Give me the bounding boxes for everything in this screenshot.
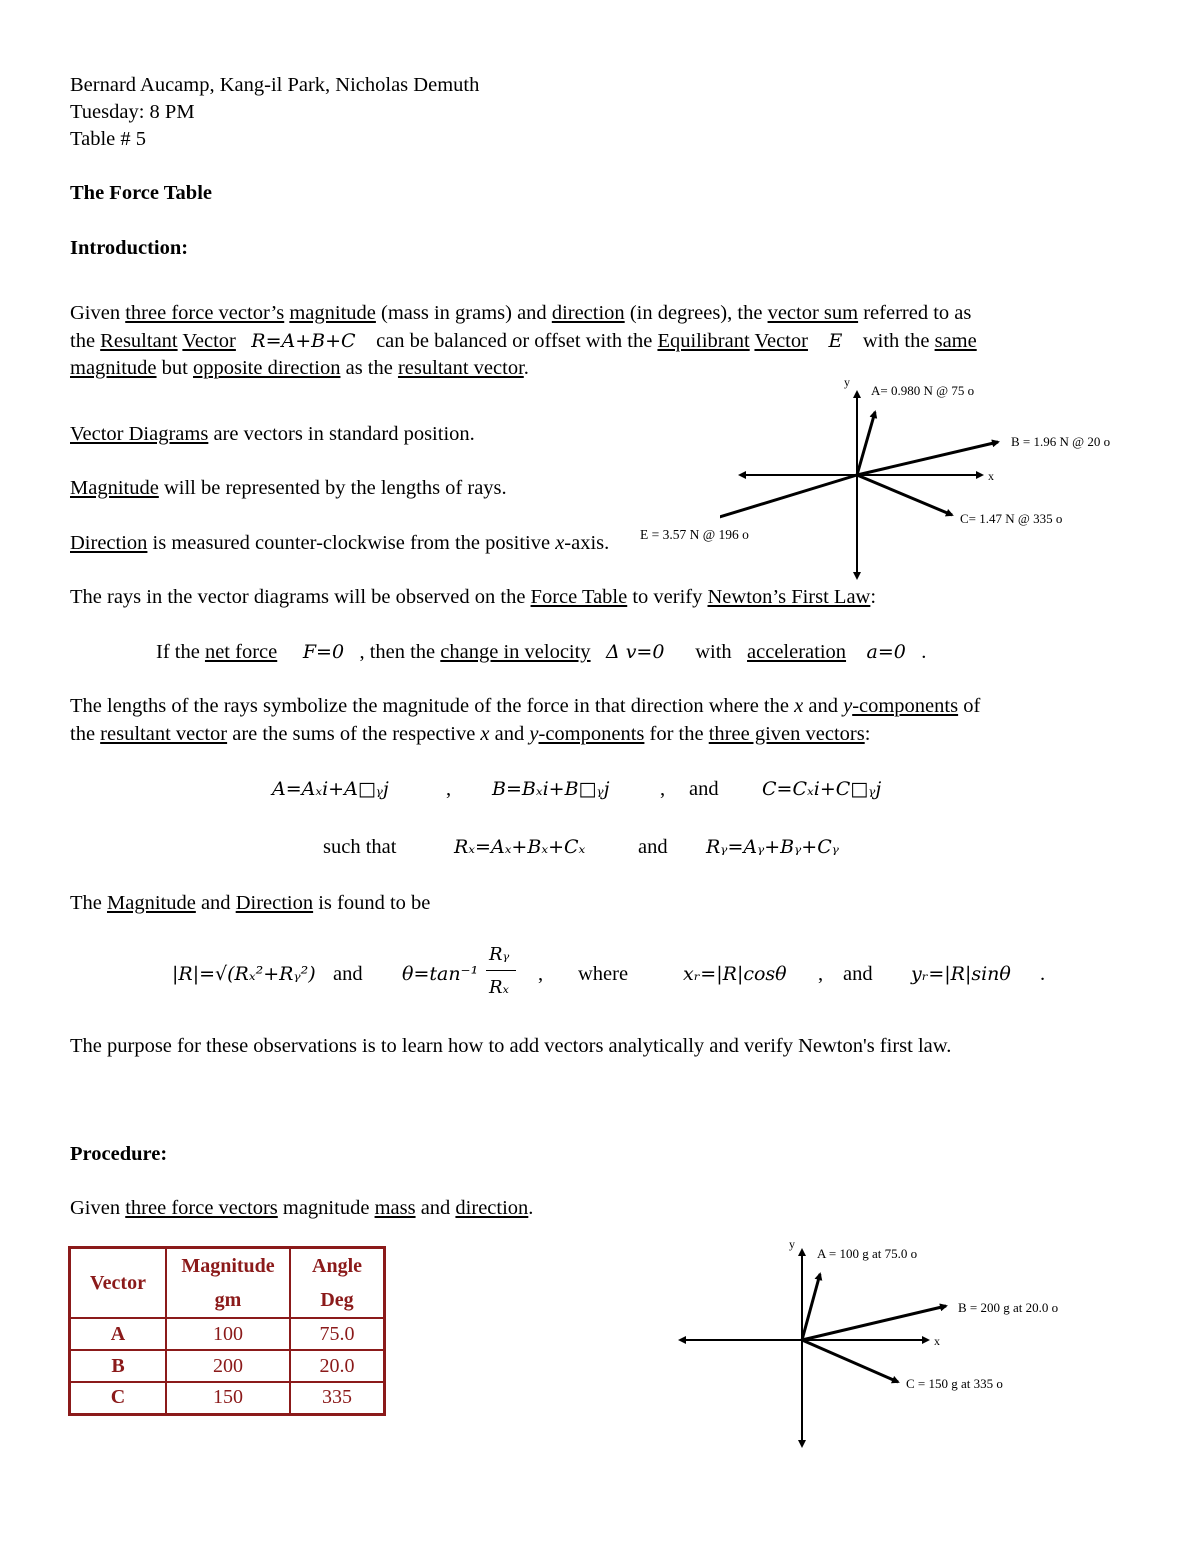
diagram2-label-a: A = 100 g at 75.0 o — [817, 1246, 918, 1261]
equation-xr: xᵣ=|R|cosθ — [683, 963, 787, 985]
and-3: and — [333, 963, 363, 985]
vector-table — [68, 1246, 386, 1416]
intro-line-2: the Resultant Vector R=A+B+C can be balanced or offset with the Equilibrant Vector E with the same — [70, 330, 977, 352]
equation-yr: yᵣ=|R|sinθ — [911, 963, 1011, 985]
vector-diagram-2 — [670, 1232, 1090, 1452]
and-1: and — [689, 778, 719, 800]
equation-b: B=Bₓi+B□ᵧj — [492, 778, 610, 800]
table-row: B 200 20.0 — [70, 1350, 385, 1382]
fraction-bar — [486, 970, 516, 971]
magnitude-direction-line: The Magnitude and Direction is found to be — [70, 892, 431, 914]
authors: Bernard Aucamp, Kang-il Park, Nicholas Demuth — [70, 74, 480, 96]
page-title: The Force Table — [70, 182, 212, 204]
resultant-equation: R=A+B+C — [251, 330, 356, 352]
table-row: A 100 75.0 — [70, 1318, 385, 1350]
diagram1-x-label: x — [988, 469, 994, 483]
diagram2-label-b: B = 200 g at 20.0 o — [958, 1300, 1059, 1315]
diagram1-label-b: B = 1.96 N @ 20 o — [1011, 434, 1111, 449]
comma-1: , — [446, 778, 452, 800]
magnitude-line: Magnitude will be represented by the lengths of rays. — [70, 477, 507, 499]
such-that: such that — [323, 836, 397, 858]
rays-line: The rays in the vector diagrams will be observed on the Force Table to verify Newton’s First Law: — [70, 586, 877, 608]
lengths-line-1: The lengths of the rays symbolize the magnitude of the force in that direction where the x and y-components of — [70, 695, 981, 717]
introduction-heading: Introduction: — [70, 237, 189, 259]
vector2-c-arrow — [802, 1340, 898, 1382]
fraction-numerator: Rᵧ — [489, 944, 510, 965]
vector2-b-arrow — [802, 1306, 946, 1340]
table-row: C 150 335 — [70, 1382, 385, 1414]
direction-line: Direction is measured counter-clockwise from the positive x-axis. — [70, 532, 610, 554]
vector-diagram-1 — [720, 370, 1140, 585]
vector-e-arrow — [720, 475, 857, 530]
purpose-line: The purpose for these observations is to learn how to add vectors analytically and verify Newton's first law. — [70, 1035, 952, 1057]
day-time: Tuesday: 8 PM — [70, 101, 195, 123]
header-angle: Angle Deg — [290, 1248, 385, 1319]
diagram1-label-e: E = 3.57 N @ 196 o — [640, 527, 749, 542]
comma-3: , — [538, 963, 544, 985]
vector-a-arrow — [857, 412, 875, 475]
comma-4: , — [818, 963, 824, 985]
intro-line-3: magnitude but opposite direction as the resultant vector. — [70, 357, 529, 379]
equation-magnitude: |R|=√(Rₓ²+Rᵧ²) — [172, 963, 316, 985]
period: . — [1040, 963, 1046, 985]
newton-law-line: If the net force F=0 , then the change in velocity Δ v=0 with acceleration a=0 . — [156, 641, 927, 663]
header-magnitude: Magnitude gm — [166, 1248, 290, 1319]
diagram1-y-label: y — [844, 375, 850, 389]
vector-diagrams-line: Vector Diagrams are vectors in standard position. — [70, 423, 475, 445]
and-4: and — [843, 963, 873, 985]
where: where — [578, 963, 629, 985]
equation-theta: θ=tan⁻¹ — [402, 963, 479, 985]
diagram2-y-label: y — [789, 1237, 795, 1251]
table-number: Table # 5 — [70, 128, 146, 150]
procedure-heading: Procedure: — [70, 1143, 168, 1165]
diagram1-label-a: A= 0.980 N @ 75 o — [871, 383, 975, 398]
diagram2-label-c: C = 150 g at 335 o — [906, 1376, 1003, 1391]
diagram1-label-c: C= 1.47 N @ 335 o — [960, 511, 1063, 526]
lengths-line-2: the resultant vector are the sums of the respective x and y-components for the three given vectors: — [70, 723, 871, 745]
diagram2-x-label: x — [934, 1334, 940, 1348]
header-vector: Vector — [70, 1248, 167, 1319]
fraction-denominator: Rₓ — [489, 977, 509, 998]
procedure-line: Given three force vectors magnitude mass and direction. — [70, 1197, 534, 1219]
equation-ry: Rᵧ=Aᵧ+Bᵧ+Cᵧ — [706, 836, 839, 858]
and-2: and — [638, 836, 668, 858]
vector-c-arrow — [857, 475, 952, 515]
intro-line-1: Given three force vector’s magnitude (mass in grams) and direction (in degrees), the vector sum referred to as — [70, 302, 972, 324]
equation-rx: Rₓ=Aₓ+Bₓ+Cₓ — [454, 836, 586, 858]
vector-b-arrow — [857, 442, 998, 475]
comma-2: , — [660, 778, 666, 800]
vector2-a-arrow — [802, 1274, 820, 1340]
equation-a: A=Aₓi+A□ᵧj — [272, 778, 389, 800]
equation-c: C=Cₓi+C□ᵧj — [762, 778, 882, 800]
